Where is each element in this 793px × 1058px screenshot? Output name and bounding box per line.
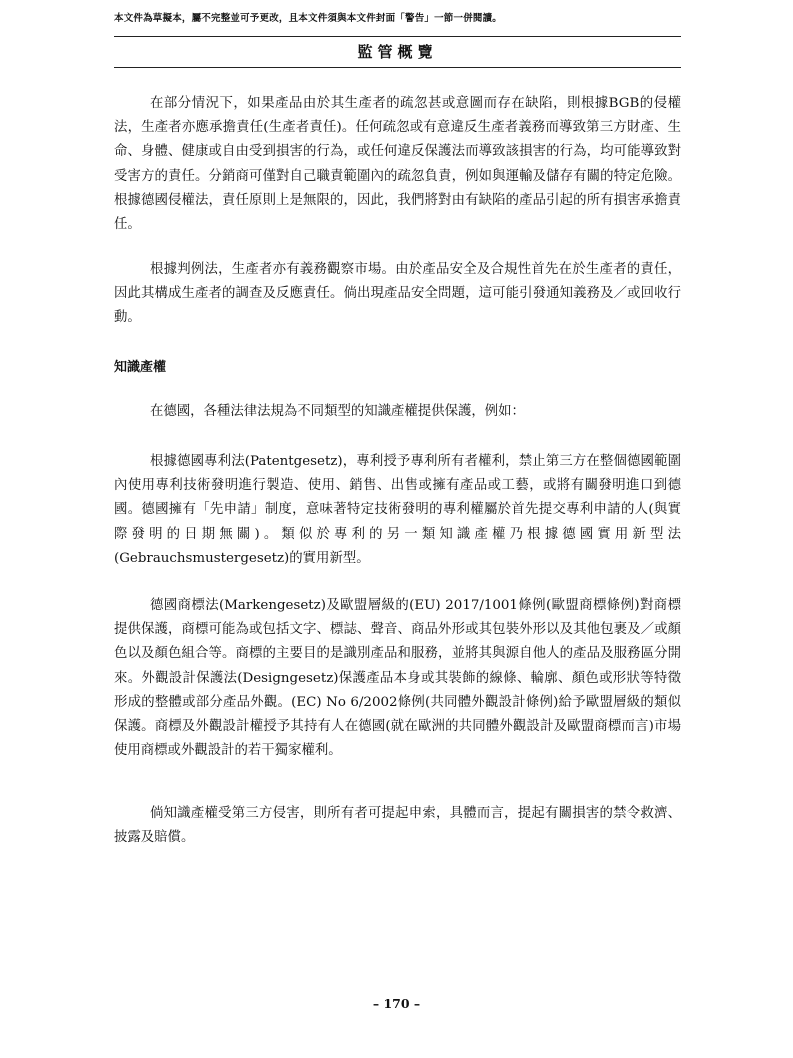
header-bottom-rule [114,67,681,68]
paragraph-product-liability: 在部分情況下，如果產品由於其生產者的疏忽甚或意圖而存在缺陷，則根據BGB的侵權法，生產者亦應承擔責任(生產者責任)。任何疏忽或有意違反生產者義務而導致第三方財產、生命、身體、健康或自由受到損害的行為，或任何違反保護法而導致該損害的行為，均可能導致對受害方的責任。分銷商可僅對自己職責範圍內的疏忽負責，例如與運輸及儲存有關的特定危險。根據德國侵權法，責任原則上是無限的，因此，我們將對由有缺陷的產品引起的所有損害承擔責任。 [114,96,681,233]
draft-disclaimer: 本文件為草擬本，屬不完整並可予更改，且本文件須與本文件封面「警告」一節一併閱讀。 [114,13,503,24]
paragraph-patents: 根據德國專利法(Patentgesetz)，專利授予專利所有者權利，禁止第三方在整個德國範圍內使用專利技術發明進行製造、使用、銷售、出售或擁有產品或工藝，或將有關發明進口到德國。德國擁有「先申請」制度，意味著特定技術發明的專利權屬於首先提交專利申請的人(與實際發明的日期無關)。類似於專利的另一類知識產權乃根據德國實用新型法(Gebrauchsmustergesetz)的實用新型。 [114,454,681,566]
header-top-rule [114,36,681,37]
paragraph-infringement: 倘知識產權受第三方侵害，則所有者可提起申索，具體而言，提起有關損害的禁令救濟、披露及賠償。 [114,806,681,846]
paragraph-ip-intro: 在德國，各種法律法規為不同類型的知識產權提供保護，例如： [150,404,525,419]
paragraph-trademarks-designs: 德國商標法(Markengesetz)及歐盟層級的(EU) 2017/1001條例(歐盟商標條例)對商標提供保護，商標可能為或包括文字、標誌、聲音、商品外形或其包裝外形以及其他包裹及／或顏色以及顏色組合等。商標的主要目的是識別產品和服務，並將其與源自他人的產品及服務區分開來。外觀設計保護法(Designgesetz)保護產品本身或其裝飾的線條、輪廓、顏色或形狀等特徵形成的整體或部分產品外觀。(EC) No 6/2002條例(共同體外觀設計條例)給予歐盟層級的類似保護。商標及外觀設計權授予其持有人在德國(就在歐洲的共同體外觀設計及歐盟商標而言)市場使用商標或外觀設計的若干獨家權利。 [114,598,681,759]
paragraph-market-observation: 根據判例法，生產者亦有義務觀察市場。由於產品安全及合規性首先在於生產者的責任，因此其構成生產者的調查及反應責任。倘出現產品安全問題，這可能引發通知義務及／或回收行動。 [114,262,681,326]
section-title: 監管概覽 [357,43,438,61]
heading-intellectual-property: 知識產權 [114,360,167,375]
page-number: – 170 – [372,996,421,1011]
